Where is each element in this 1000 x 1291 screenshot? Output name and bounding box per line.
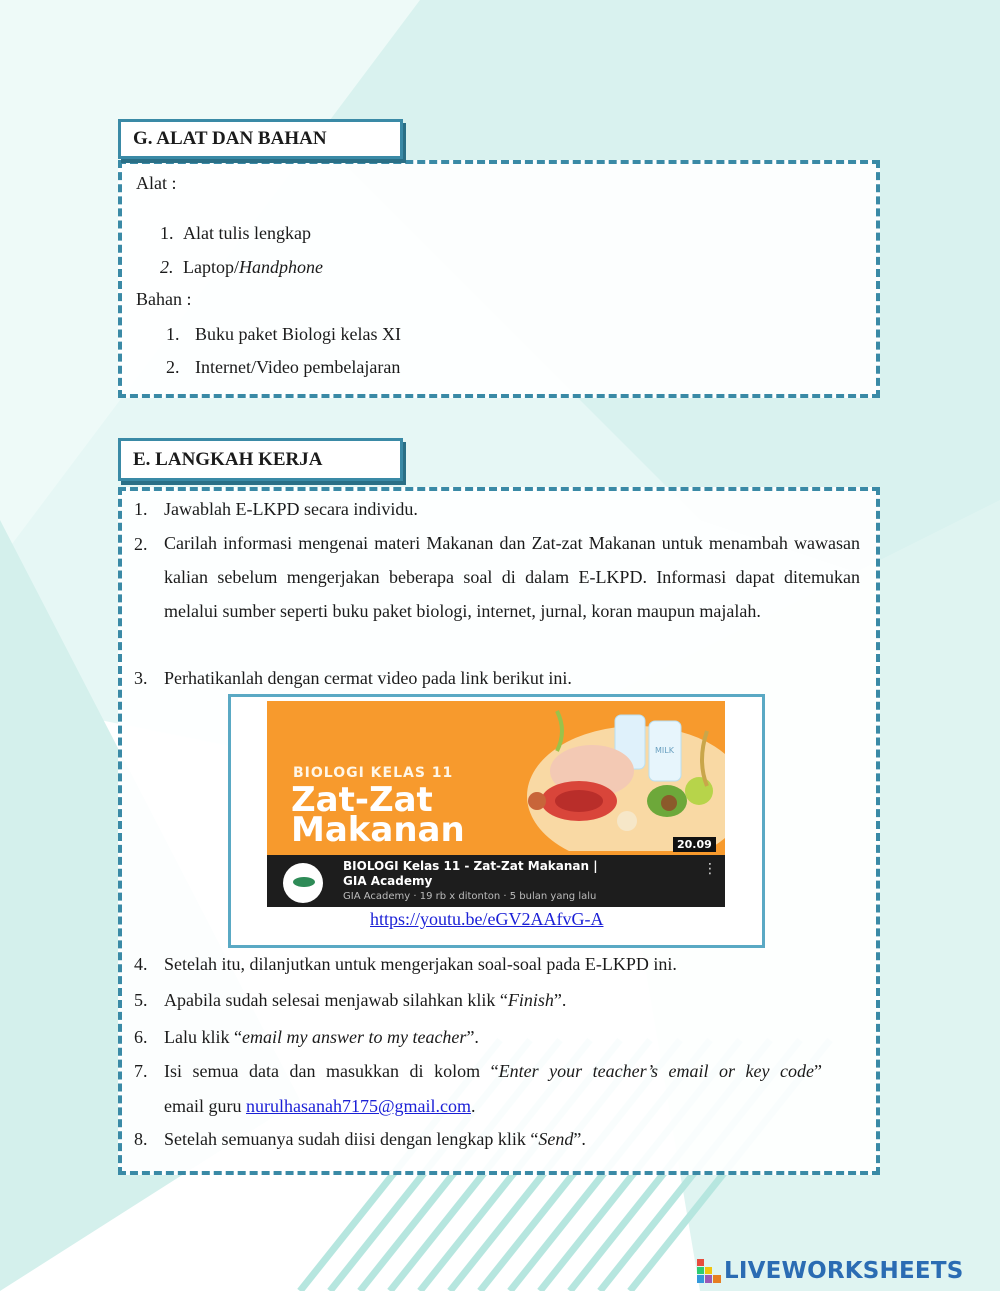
bahan-item-2: Internet/Video pembelajaran bbox=[195, 357, 401, 377]
step-num-3: 3. bbox=[134, 668, 148, 688]
alat-item-2 bbox=[183, 257, 323, 277]
alat-item-num-1: 1. bbox=[160, 223, 174, 243]
video-headline-2: Makanan bbox=[291, 810, 465, 850]
step-5 bbox=[164, 990, 566, 1010]
step-num-2: 2. bbox=[134, 534, 148, 554]
step-8-italic: Send bbox=[538, 1129, 574, 1149]
step-6-end: ”. bbox=[466, 1027, 479, 1047]
step-8-end: ”. bbox=[573, 1129, 586, 1149]
video-duration: 20.09 bbox=[673, 837, 716, 852]
bahan-label: Bahan : bbox=[136, 289, 192, 309]
alat-item-num-2: 2. bbox=[160, 257, 174, 277]
step-7-period: . bbox=[471, 1096, 476, 1116]
step-5-text: Apabila sudah selesai menjawab silahkan klik “ bbox=[164, 990, 508, 1010]
step-num-1: 1. bbox=[134, 499, 148, 519]
step-6-italic: email my answer to my teacher bbox=[241, 1027, 467, 1047]
step-8-text: Setelah semuanya sudah diisi dengan lengkap klik “ bbox=[164, 1129, 539, 1149]
step-num-7: 7. bbox=[134, 1061, 148, 1081]
milk-label: MILK bbox=[655, 746, 674, 755]
step-7-line2 bbox=[164, 1096, 476, 1116]
bahan-item-1: Buku paket Biologi kelas XI bbox=[195, 324, 401, 344]
more-options-icon[interactable]: ⋮ bbox=[703, 861, 717, 877]
alat-item-1: Alat tulis lengkap bbox=[183, 223, 311, 243]
step-3: Perhatikanlah dengan cermat video pada link berikut ini. bbox=[164, 668, 572, 688]
bahan-item-num-1: 1. bbox=[166, 324, 180, 344]
step-5-end: ”. bbox=[553, 990, 567, 1010]
video-title-line1: BIOLOGI Kelas 11 - Zat-Zat Makanan | bbox=[343, 859, 598, 873]
step-num-8: 8. bbox=[134, 1129, 148, 1149]
step-5-italic: Finish bbox=[507, 990, 554, 1010]
teacher-email-link[interactable]: nurulhasanah7175@gmail.com bbox=[245, 1096, 472, 1116]
step-2: Carilah informasi mengenai materi Makanan dan Zat-zat Makanan untuk menambah wawasan kalian sebelum mengerjakan beberapa soal di dalam E-LKPD. Informasi dapat ditemukan melalui sumber seperti buku paket biologi, internet, jurnal, koran maupun majalah. bbox=[164, 533, 860, 621]
section-e-header bbox=[118, 438, 403, 481]
video-meta: GIA Academy · 19 rb x ditonton · 5 bulan yang lalu bbox=[343, 891, 597, 902]
step-4: Setelah itu, dilanjutkan untuk mengerjakan soal-soal pada E-LKPD ini. bbox=[164, 954, 677, 974]
step-7-text: Isi semua data dan masukkan di kolom “ bbox=[164, 1061, 499, 1081]
video-thumbnail[interactable] bbox=[267, 701, 725, 907]
step-6-text: Lalu klik “ bbox=[164, 1027, 242, 1047]
channel-logo-icon bbox=[293, 877, 315, 887]
step-1: Jawablah E-LKPD secara individu. bbox=[164, 499, 418, 519]
bahan-item-num-2: 2. bbox=[166, 357, 180, 377]
alat-item-2-text: Laptop/ bbox=[183, 257, 239, 277]
step-7-italic: Enter your teacher’s email or key code bbox=[498, 1061, 814, 1081]
liveworksheets-logo[interactable] bbox=[697, 1257, 963, 1285]
step-8 bbox=[164, 1129, 586, 1149]
step-num-5: 5. bbox=[134, 990, 148, 1010]
step-7-end: ” bbox=[814, 1061, 822, 1081]
video-headline-1: Zat-Zat bbox=[291, 780, 433, 820]
step-6 bbox=[164, 1027, 479, 1047]
step-num-4: 4. bbox=[134, 954, 148, 974]
section-g-title: G. ALAT DAN BAHAN bbox=[133, 128, 327, 149]
video-title bbox=[343, 859, 598, 889]
liveworksheets-brand: LIVEWORKSHEETS bbox=[724, 1258, 964, 1284]
step-7-email-label: email guru bbox=[164, 1096, 246, 1116]
alat-label: Alat : bbox=[136, 173, 177, 193]
section-g-header bbox=[118, 119, 403, 159]
section-e-title: E. LANGKAH KERJA bbox=[133, 448, 323, 470]
step-num-6: 6. bbox=[134, 1027, 148, 1047]
liveworksheets-icon bbox=[697, 1259, 721, 1283]
video-link[interactable]: https://youtu.be/eGV2AAfvG-A bbox=[370, 909, 604, 929]
video-subtitle: BIOLOGI KELAS 11 bbox=[293, 765, 454, 781]
video-title-line2: GIA Academy bbox=[343, 874, 433, 888]
step-7-line1 bbox=[164, 1061, 822, 1081]
alat-item-2-italic: Handphone bbox=[239, 257, 323, 277]
food-illustration bbox=[517, 701, 725, 851]
